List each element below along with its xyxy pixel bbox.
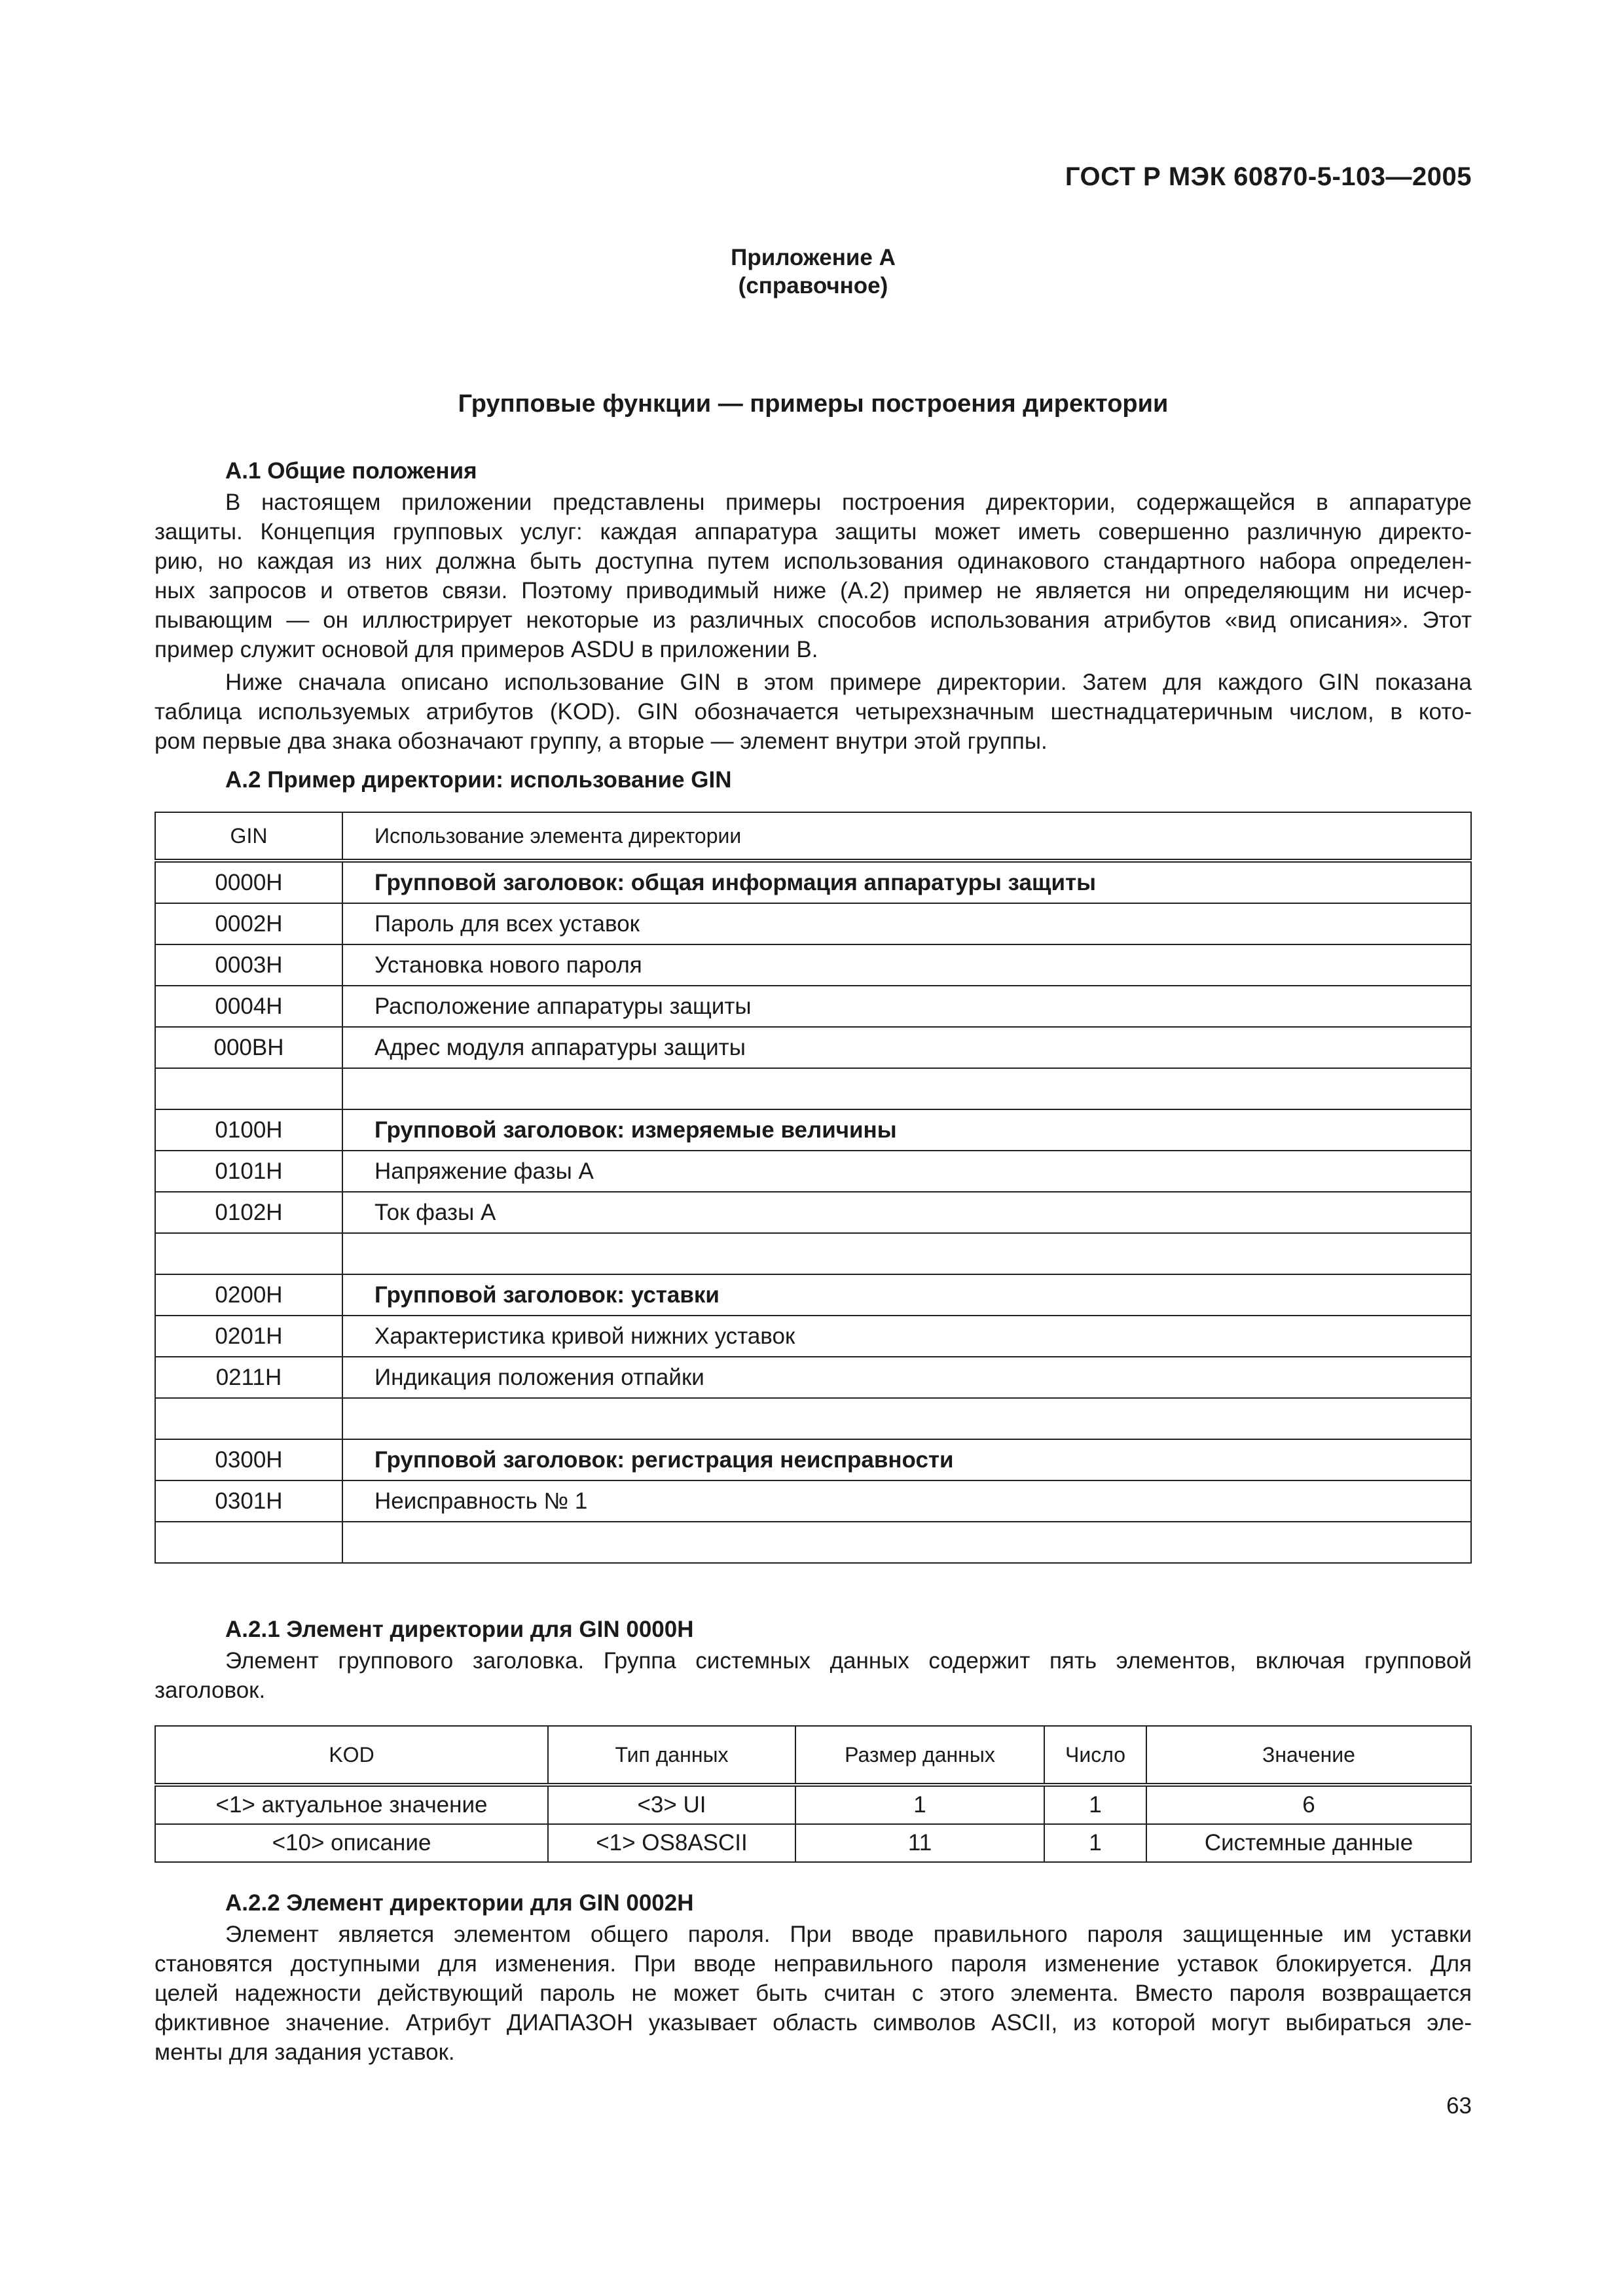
text-line: пример служит основой для примеров ASDU в приложении В. <box>155 637 818 662</box>
gin-cell: 0101H <box>155 1151 342 1192</box>
table-row <box>155 1480 1471 1522</box>
table-row <box>155 1439 1471 1480</box>
gin-cell: 0200H <box>155 1274 342 1316</box>
section-a22-paragraph <box>155 1920 1472 2067</box>
gin-cell <box>155 1068 342 1109</box>
usage-cell <box>342 1398 1471 1439</box>
data-size-cell: 1 <box>795 1785 1044 1824</box>
column-header-data-size: Размер данных <box>795 1726 1044 1785</box>
text-line: Ниже сначала описано использование GIN в этом примере директории. Затем для каждого GIN показана <box>225 670 1472 695</box>
table-row <box>155 1398 1471 1439</box>
column-header-data-type: Тип данных <box>548 1726 795 1785</box>
usage-cell: Групповой заголовок: регистрация неисправности <box>342 1439 1471 1480</box>
usage-cell: Неисправность № 1 <box>342 1480 1471 1522</box>
gin-cell: 0100H <box>155 1109 342 1151</box>
section-a21-heading: А.2.1 Элемент директории для GIN 0000H <box>225 1617 694 1642</box>
column-header-number: Число <box>1044 1726 1146 1785</box>
table-header-row <box>155 1726 1471 1785</box>
table-row <box>155 944 1471 986</box>
usage-cell: Расположение аппаратуры защиты <box>342 986 1471 1027</box>
text-line: ром первые два знака обозначают группу, а вторые — элемент внутри этой группы. <box>155 728 1048 754</box>
text-line: целей надежности действующий пароль не может быть считан с этого элемента. Вместо пароля возвращается <box>155 1981 1472 2006</box>
text-line: Элемент является элементом общего пароля. При вводе правильного пароля защищенные им уставки <box>225 1922 1472 1947</box>
text-line: ных запросов и ответов связи. Поэтому приводимый ниже (А.2) пример не является ни определяющим ни исчер- <box>155 578 1472 603</box>
text-line: фиктивное значение. Атрибут ДИАПАЗОН указывает область символов ASCII, из которой могут выбираться эле- <box>155 2010 1472 2036</box>
column-header-usage: Использование элемента директории <box>342 812 1471 861</box>
text-line: менты для задания уставок. <box>155 2039 455 2065</box>
usage-cell: Индикация положения отпайки <box>342 1357 1471 1398</box>
table-row <box>155 1824 1471 1862</box>
table-row <box>155 861 1471 903</box>
page-number: 63 <box>1446 2093 1472 2119</box>
table-row <box>155 1274 1471 1316</box>
table-row <box>155 1192 1471 1233</box>
usage-cell <box>342 1522 1471 1563</box>
gin-cell <box>155 1522 342 1563</box>
text-line: пывающим — он иллюстрирует некоторые из различных способов использования атрибутов «вид описания». Этот <box>155 607 1472 633</box>
usage-cell: Установка нового пароля <box>342 944 1471 986</box>
kod-cell: <10> описание <box>155 1824 548 1862</box>
column-header-kod: KOD <box>155 1726 548 1785</box>
gin-cell: 0003H <box>155 944 342 986</box>
table-row <box>155 1151 1471 1192</box>
usage-cell: Напряжение фазы А <box>342 1151 1471 1192</box>
table-row <box>155 1316 1471 1357</box>
table-row <box>155 1233 1471 1274</box>
table-row <box>155 1522 1471 1563</box>
value-cell: Системные данные <box>1146 1824 1471 1862</box>
usage-cell: Групповой заголовок: общая информация аппаратуры защиты <box>342 861 1471 903</box>
text-line: таблица используемых атрибутов (KOD). GIN обозначается четырехзначным шестнадцатеричным числом, в кото- <box>155 699 1472 725</box>
gin-usage-table <box>155 812 1472 1564</box>
usage-cell: Характеристика кривой нижних уставок <box>342 1316 1471 1357</box>
column-header-value: Значение <box>1146 1726 1471 1785</box>
text-line: Элемент группового заголовка. Группа системных данных содержит пять элементов, включая групповой <box>225 1648 1472 1674</box>
gin-cell <box>155 1233 342 1274</box>
text-line: становятся доступными для изменения. При вводе неправильного пароля изменение уставок блокируется. Для <box>155 1951 1472 1977</box>
table-row <box>155 903 1471 944</box>
usage-cell: Групповой заголовок: измеряемые величины <box>342 1109 1471 1151</box>
gin-cell: 0301H <box>155 1480 342 1522</box>
text-line: рию, но каждая из них должна быть доступна путем использования одинакового стандартного набора определен- <box>155 548 1472 574</box>
gin-cell: 0300H <box>155 1439 342 1480</box>
section-a1-heading: А.1 Общие положения <box>225 458 477 484</box>
gin-cell: 000BH <box>155 1027 342 1068</box>
usage-cell: Адрес модуля аппаратуры защиты <box>342 1027 1471 1068</box>
gin-cell <box>155 1398 342 1439</box>
table-header-row <box>155 812 1471 861</box>
gin-cell: 0004H <box>155 986 342 1027</box>
column-header-gin: GIN <box>155 812 342 861</box>
usage-cell: Пароль для всех уставок <box>342 903 1471 944</box>
annex-title: Приложение А <box>731 245 896 270</box>
gin-cell: 0201H <box>155 1316 342 1357</box>
table-row <box>155 1027 1471 1068</box>
section-a1-paragraph-1 <box>155 488 1472 664</box>
usage-cell <box>342 1068 1471 1109</box>
data-type-cell: <1> OS8ASCII <box>548 1824 795 1862</box>
page-title: Групповые функции — примеры построения директории <box>458 390 1169 418</box>
text-line: заголовок. <box>155 1677 266 1703</box>
gin-cell: 0002H <box>155 903 342 944</box>
usage-cell: Ток фазы А <box>342 1192 1471 1233</box>
table-row <box>155 1109 1471 1151</box>
section-a1-paragraph-2 <box>155 668 1472 756</box>
gin-cell: 0211H <box>155 1357 342 1398</box>
annex-status: (справочное) <box>738 273 888 298</box>
table-row <box>155 986 1471 1027</box>
kod-table-gin-0000h <box>155 1725 1472 1863</box>
data-size-cell: 11 <box>795 1824 1044 1862</box>
table-row <box>155 1785 1471 1824</box>
kod-cell: <1> актуальное значение <box>155 1785 548 1824</box>
usage-cell: Групповой заголовок: уставки <box>342 1274 1471 1316</box>
gin-cell: 0000H <box>155 861 342 903</box>
table-row <box>155 1357 1471 1398</box>
annex-label <box>155 243 1472 300</box>
section-a22-heading: А.2.2 Элемент директории для GIN 0002H <box>225 1890 694 1916</box>
text-line: В настоящем приложении представлены примеры построения директории, содержащейся в аппаратуре <box>225 490 1472 515</box>
value-cell: 6 <box>1146 1785 1471 1824</box>
data-type-cell: <3> UI <box>548 1785 795 1824</box>
gin-cell: 0102H <box>155 1192 342 1233</box>
section-a2-heading: А.2 Пример директории: использование GIN <box>225 767 732 793</box>
text-line: защиты. Концепция групповых услуг: каждая аппаратура защиты может иметь совершенно различную директо- <box>155 519 1472 545</box>
number-cell: 1 <box>1044 1824 1146 1862</box>
number-cell: 1 <box>1044 1785 1146 1824</box>
usage-cell <box>342 1233 1471 1274</box>
table-row <box>155 1068 1471 1109</box>
section-a21-paragraph <box>155 1646 1472 1705</box>
document-code: ГОСТ Р МЭК 60870-5-103—2005 <box>1065 162 1472 191</box>
